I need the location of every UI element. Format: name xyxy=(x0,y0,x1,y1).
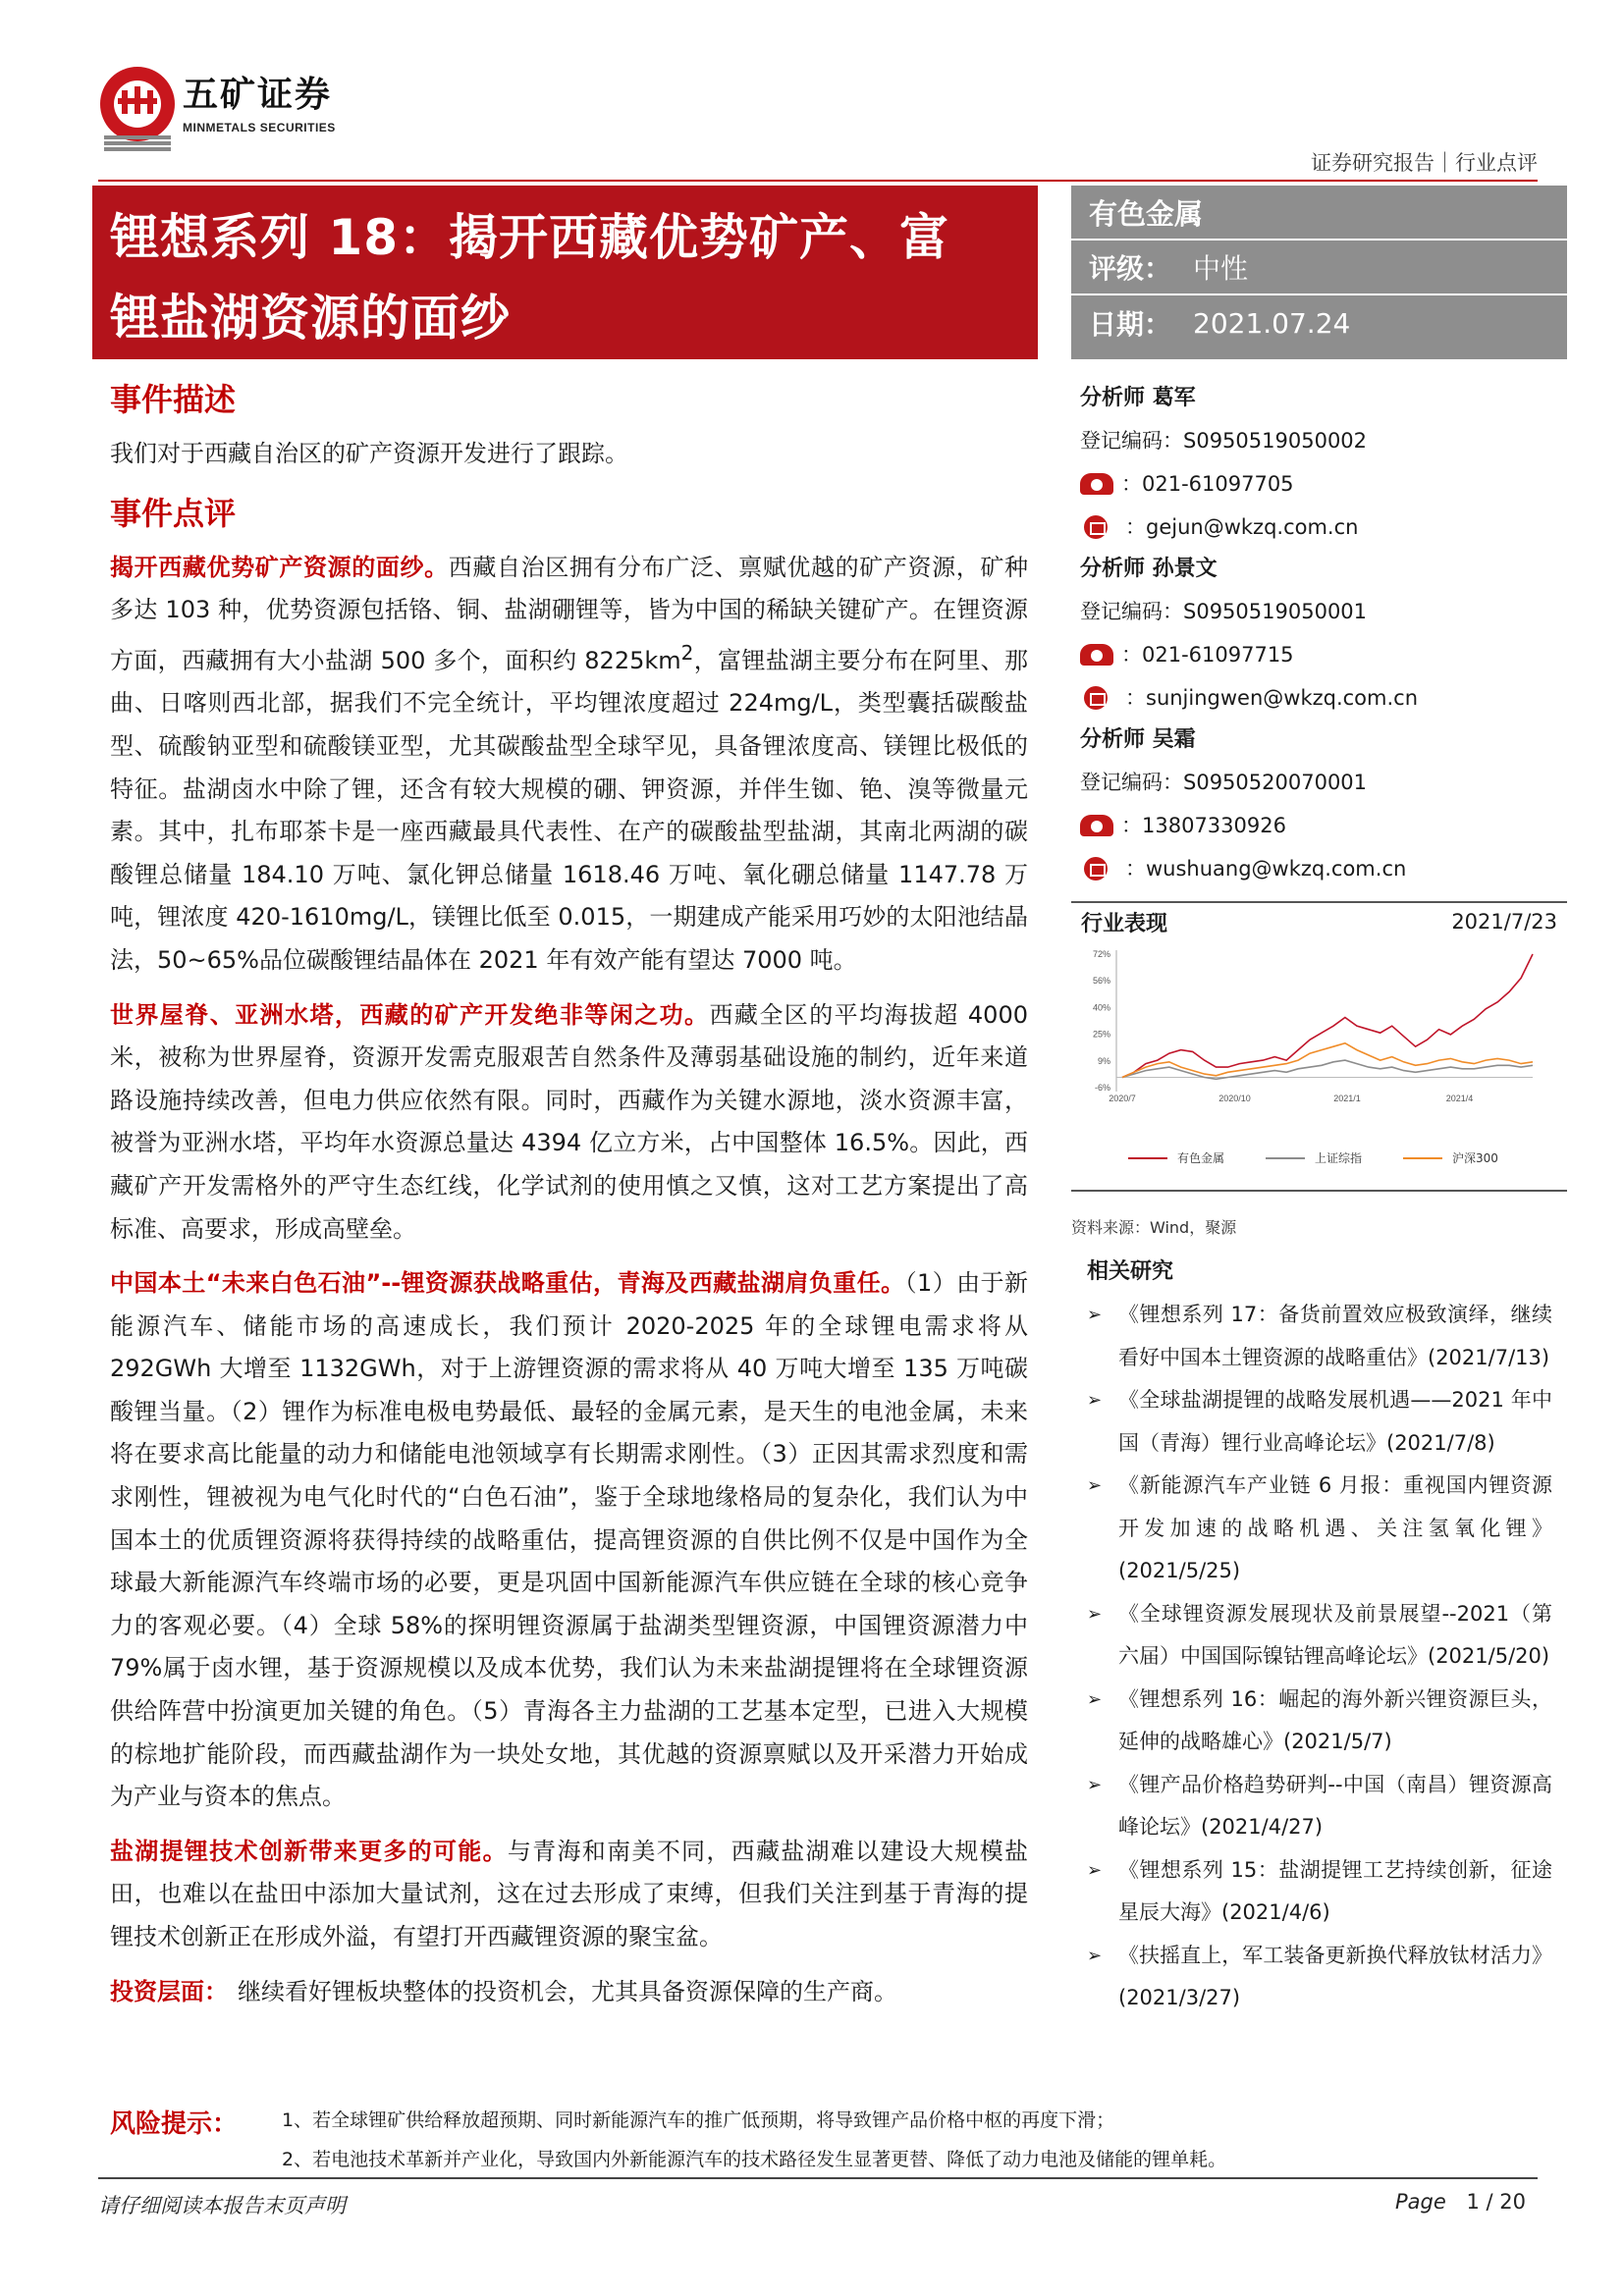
related-research-item[interactable]: ➢ 《锂产品价格趋势研判--中国（南昌）锂资源高峰论坛》(2021/4/27) xyxy=(1087,1764,1552,1849)
x-tick-label: 2021/1 xyxy=(1333,1094,1361,1103)
analyst-name: 分析师 吴霜 xyxy=(1080,727,1196,752)
paragraph-investment xyxy=(110,1971,1028,2014)
paragraph-body: 继续看好锂板块整体的投资机会，尤其具备资源保障的生产商。 xyxy=(238,1977,897,2005)
phone-icon xyxy=(1080,815,1113,836)
paragraph-roof-of-world xyxy=(110,994,1028,1252)
minmetals-logo-icon xyxy=(98,61,177,169)
rating-value: 中性 xyxy=(1193,252,1249,285)
paragraph-body: 西藏全区的平均海拔超 4000 米，被称为世界屋脊，资源开发需克服艰苦自然条件及薄弱基础设施的制约，近年来道路设施持续改善，但电力供应依然有限。同时，西藏作为关键水源地，淡水资源丰富，被誉为亚洲水塔，平均年水资源总量达 4394 亿立方米，占中国整体 16.5%。因此，西藏矿产开发需格外的严守生态红线，化学试剂的使用慎之又慎，这对工艺方案提出了高标准、高要求，形成高壁垒。 xyxy=(110,1000,1028,1243)
footer-divider xyxy=(98,2177,1538,2179)
event-comment-heading: 事件点评 xyxy=(110,494,237,532)
analyst-email[interactable]: ：sunjingwen@wkzq.com.cn xyxy=(1125,686,1419,710)
chart-source: 资料来源：Wind，聚源 xyxy=(1071,1218,1237,1237)
report-type: 证券研究报告｜行业点评 xyxy=(1311,151,1538,175)
event-description-heading: 事件描述 xyxy=(110,381,237,418)
y-tick-label: 56% xyxy=(1092,976,1110,987)
related-research-list xyxy=(1087,1294,1552,2020)
related-research-item[interactable]: ➢ 《锂想系列 15：盐湖提锂工艺持续创新，征途星辰大海》(2021/4/6) xyxy=(1087,1849,1552,1935)
risk-item: 1、若全球锂矿供给释放超预期、同时新能源汽车的推广低预期，将导致锂产品价格中枢的再度下滑； xyxy=(282,2109,1115,2131)
rating-label: 评级： xyxy=(1089,252,1172,285)
paragraph-body: 与青海和南美不同，西藏盐湖难以建设大规模盐田，也难以在盐田中添加大量试剂，这在过去形成了束缚，但我们关注到基于青海的提锂技术创新正在形成外溢，有望打开西藏锂资源的聚宝盆。 xyxy=(110,1837,1029,1950)
page-number xyxy=(1395,2190,1526,2214)
report-title-block xyxy=(92,186,1038,359)
footer-disclaimer: 请仔细阅读本报告末页声明 xyxy=(98,2194,346,2217)
analyst-name: 分析师 孙景文 xyxy=(1080,557,1218,581)
y-tick-label: 9% xyxy=(1097,1055,1110,1066)
analyst-name: 分析师 葛军 xyxy=(1080,386,1196,410)
phone-icon xyxy=(1080,644,1113,666)
email-icon xyxy=(1084,857,1108,881)
email-icon xyxy=(1084,515,1108,539)
y-tick-label: -6% xyxy=(1094,1083,1110,1093)
analyst-card xyxy=(1080,378,1567,549)
analyst-email[interactable]: ：wushuang@wkzq.com.cn xyxy=(1125,857,1407,881)
sector-name: 有色金属 xyxy=(1089,196,1204,231)
paragraph-white-oil xyxy=(110,1262,1028,1819)
paragraph-body: ，富锂盐湖主要分布在阿里、那曲、日喀则西北部，据我们不完全统计，平均锂浓度超过 224mg/L，类型囊括碳酸盐型、硫酸钠亚型和硫酸镁亚型，尤其碳酸盐型全球罕见，具备锂浓度高、镁锂比极低的特征。盐湖卤水中除了锂，还含有较大规模的硼、钾资源，并伴生铷、铯、溴等微量元素。其中，扎布耶茶卡是一座西藏最具代表性、在产的碳酸盐型盐湖，其南北两湖的碳酸锂总储量 184.10 万吨、氯化钾总储量 1618.46 万吨、氧化硼总储量 1147.78 万吨，锂浓度 420-1610mg/L，镁锂比低至 0.015，一期建成产能采用巧妙的太阳池结晶法，50~65%品位碳酸锂结晶体在 2021 年有效产能有望达 7000 吨。 xyxy=(110,646,1028,974)
performance-date: 2021/7/23 xyxy=(1451,910,1557,934)
analyst-phone: ：021-61097715 xyxy=(1121,643,1294,667)
paragraph-lead: 中国本土“未来白色石油”--锂资源获战略重估，青海及西藏盐湖肩负重任。 xyxy=(110,1269,905,1298)
legend-label: 沪深300 xyxy=(1452,1151,1498,1165)
related-research-item[interactable]: ➢ 《锂想系列 16：崛起的海外新兴锂资源巨头，延伸的战略雄心》(2021/5/7) xyxy=(1087,1679,1552,1764)
y-tick-label: 40% xyxy=(1092,1002,1110,1013)
analyst-reg: 登记编码：S0950519050002 xyxy=(1080,429,1368,453)
date-label: 日期： xyxy=(1089,308,1172,341)
x-tick-label: 2020/10 xyxy=(1218,1094,1251,1103)
analyst-card xyxy=(1080,720,1567,890)
performance-chart-svg xyxy=(1071,940,1567,1192)
page-label: Page xyxy=(1395,2190,1446,2214)
analyst-email[interactable]: ：gejun@wkzq.com.cn xyxy=(1125,515,1359,539)
header-divider xyxy=(98,180,1538,182)
performance-title: 行业表现 xyxy=(1081,911,1168,936)
legend-label: 有色金属 xyxy=(1177,1151,1225,1165)
analyst-reg: 登记编码：S0950520070001 xyxy=(1080,771,1368,794)
legend-label: 上证综指 xyxy=(1315,1151,1363,1165)
y-tick-label: 72% xyxy=(1092,949,1110,959)
x-tick-label: 2020/7 xyxy=(1109,1094,1136,1103)
performance-header xyxy=(1071,901,1567,940)
main-content xyxy=(110,378,1028,2013)
paragraph-lead: 盐湖提锂技术创新带来更多的可能。 xyxy=(110,1837,508,1865)
paragraph-body: （1）由于新能源汽车、储能市场的高速成长，我们预计 2020-2025 年的全球锂电需求将从 292GWh 大增至 1132GWh，对于上游锂资源的需求将从 40 万吨大增至 135 万吨碳酸锂当量。（2）锂作为标准电极电势最低、最轻的金属元素，是天生的电池金属，未来将在要求高比能量的动力和储能电池领域享有长期需求刚性。（3）正因其需求烈度和需求刚性，锂被视为电气化时代的“白色石油”，鉴于全球地缘格局的复杂化，我们认为中国本土的优质锂资源将获得持续的战略重估，提高锂资源的自供比例不仅是中国作为全球最大新能源汽车终端市场的必要，更是巩固中国新能源汽车供应链在全球的核心竞争力的客观必要。（4）全球 58%的探明锂资源属于盐湖类型锂资源，中国锂资源潜力中 79%属于卤水锂，基于资源规模以及成本优势，我们认为未来盐湖提锂将在全球锂资源供给阵营中扮演更加关键的角色。（5）青海各主力盐湖的工艺基本定型，已进入大规模的棕地扩能阶段，而西藏盐湖作为一块处女地，其优越的资源禀赋以及开采潜力开始成为产业与资本的焦点。 xyxy=(110,1269,1028,1811)
report-title-line-2: 锂盐湖资源的面纱 xyxy=(110,290,511,347)
analyst-card xyxy=(1080,549,1567,720)
related-research-item[interactable]: ➢ 《全球盐湖提锂的战略发展机遇——2021 年中国（青海）锂行业高峰论坛》(2021/7/8) xyxy=(1087,1379,1552,1465)
paragraph-lead: 投资层面： xyxy=(110,1977,228,2005)
y-tick-label: 25% xyxy=(1092,1029,1110,1040)
paragraph-lead: 揭开西藏优势矿产资源的面纱。 xyxy=(110,553,449,581)
phone-icon xyxy=(1080,473,1113,495)
paragraph-tech-innovation xyxy=(110,1831,1028,1959)
date-value: 2021.07.24 xyxy=(1193,306,1351,340)
brand-name-cn: 五矿证券 xyxy=(183,75,333,115)
related-research-item[interactable]: ➢ 《全球锂资源发展现状及前景展望--2021（第六届）中国国际镍钴锂高峰论坛》(2021/5/20) xyxy=(1087,1593,1552,1679)
analyst-panel xyxy=(1080,378,1567,890)
analyst-phone: ：021-61097705 xyxy=(1121,472,1294,496)
related-research-item[interactable]: ➢ 《新能源汽车产业链 6 月报：重视国内锂资源开发加速的战略机遇、关注氢氧化锂》(2021/5/25) xyxy=(1087,1465,1552,1593)
x-tick-label: 2021/4 xyxy=(1445,1094,1474,1103)
paragraph-tibet-resources xyxy=(110,547,1028,983)
rating-info-block xyxy=(1071,186,1567,359)
industry-performance-chart xyxy=(1071,940,1567,1192)
company-logo xyxy=(98,61,393,169)
related-research-item[interactable]: ➢ 《锂想系列 17：备货前置效应极致演绎，继续看好中国本土锂资源的战略重估》(2021/7/13) xyxy=(1087,1294,1552,1379)
paragraph-lead: 世界屋脊、亚洲水塔，西藏的矿产开发绝非等闲之功。 xyxy=(110,1000,710,1029)
risk-label: 风险提示： xyxy=(110,2109,239,2139)
related-research-heading: 相关研究 xyxy=(1087,1259,1174,1284)
analyst-reg: 登记编码：S0950519050001 xyxy=(1080,600,1368,623)
analyst-phone: ：13807330926 xyxy=(1121,814,1286,837)
risk-item: 2、若电池技术革新并产业化，导致国内外新能源汽车的技术路径发生显著更替、降低了动力电池及储能的锂单耗。 xyxy=(282,2149,1227,2170)
brand-name-en: MINMETALS SECURITIES xyxy=(183,121,336,134)
email-icon xyxy=(1084,686,1108,710)
page-count: 1 / 20 xyxy=(1466,2190,1526,2214)
paragraph-body: 西藏自治区拥有分布广泛、禀赋优越的矿产资源，矿种多达 103 种，优势资源包括铬、铜、盐湖硼锂等，皆为中国的稀缺关键矿产。在锂资源方面，西藏拥有大小盐湖 500 多个，面积约 8225km xyxy=(110,553,1028,674)
superscript: 2 xyxy=(680,640,694,665)
series-line xyxy=(1122,954,1533,1078)
report-title-line-1: 锂想系列 18：揭开西藏优势矿产、富 xyxy=(110,209,949,266)
related-research-item[interactable]: ➢ 《扶摇直上，军工装备更新换代释放钛材活力》(2021/3/27) xyxy=(1087,1935,1552,2020)
event-description-text: 我们对于西藏自治区的矿产资源开发进行了跟踪。 xyxy=(110,440,628,467)
